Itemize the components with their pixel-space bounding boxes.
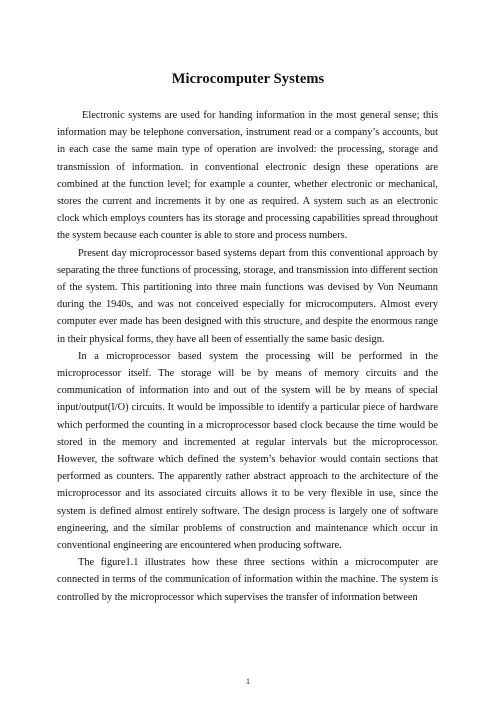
paragraph-2: Present day microprocessor based systems depart from this conventional approach by separating the three functions of processing, storage, and transmission into different section of the system. This partitioning into three main functions was devised by Von Neumann during the 1940s, and was not conceived especially for microcomputers. Almost every computer ever made has been designed with this structure, and despite the enormous range in their physical forms, they have all been of essentially the same basic design. bbox=[57, 247, 438, 345]
document-body bbox=[57, 107, 438, 606]
page-number: 1 bbox=[246, 677, 250, 686]
paragraph-3: In a microprocessor based system the processing will be performed in the microprocessor itself. The storage will be by means of memory circuits and the communication of information into and out of the system will be by means of special input/output(I/O) circuits. It would be impossible to identify a particular piece of hardware which performed the counting in a microprocessor based clock because the time would be stored in the memory and incremented at regular intervals but the microprocessor. However, the software which defined the system’s behavior would contain sections that performed as counters. The apparently rather abstract approach to the architecture of the microprocessor and its associated circuits allows it to be very flexible in use, since the system is defined almost entirely software. The design process is largely one of software engineering, and the similar problems of construction and maintenance which occur in conventional engineering are encountered when producing software. bbox=[57, 350, 438, 552]
document-title: Microcomputer Systems bbox=[171, 71, 325, 87]
paragraph-4: The figure1.1 illustrates how these three sections within a microcomputer are connected in terms of the communication of information within the machine. The system is controlled by the microprocessor which supervises the transfer of information between bbox=[57, 557, 438, 603]
paragraph-1: Electronic systems are used for handing information in the most general sense; this information may be telephone conversation, instrument read or a company’s accounts, but in each case the same main type of operation are involved: the processing, storage and transmission of information. in conventional electronic design these operations are combined at the function level; for example a counter, whether electronic or mechanical, stores the current and increments it by one as required. A system such as an electronic clock which employs counters has its storage and processing capabilities spread throughout the system because each counter is able to store and process numbers. bbox=[57, 110, 438, 242]
